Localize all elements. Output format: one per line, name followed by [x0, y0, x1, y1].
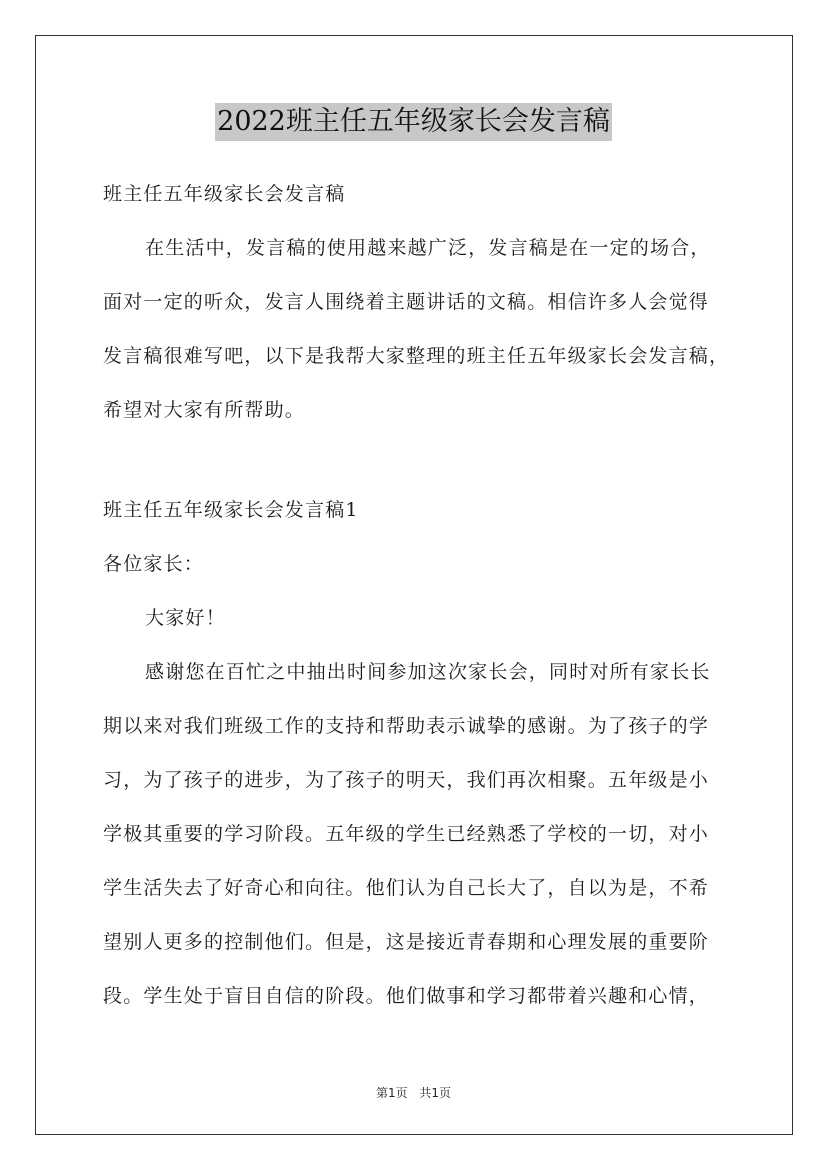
body-line: 习，为了孩子的进步，为了孩子的明天，我们再次相聚。五年级是小 — [103, 769, 710, 791]
page-footer — [0, 1084, 827, 1101]
intro-line: 希望对大家有所帮助。 — [103, 399, 306, 421]
document-subtitle: 班主任五年级家长会发言稿 — [103, 183, 346, 205]
document-title: 2022班主任五年级家长会发言稿 — [215, 103, 612, 141]
page-number: 第1页 — [375, 1086, 408, 1100]
body-line: 学极其重要的学习阶段。五年级的学生已经熟悉了学校的一切，对小 — [103, 823, 710, 845]
body-line: 望别人更多的控制他们。但是，这是接近青春期和心理发展的重要阶 — [103, 931, 710, 953]
intro-line: 面对一定的听众，发言人围绕着主题讲话的文稿。相信许多人会觉得 — [103, 291, 710, 313]
greeting: 大家好！ — [145, 607, 226, 629]
body-line: 段。学生处于盲目自信的阶段。他们做事和学习都带着兴趣和心情， — [103, 985, 710, 1007]
body-line: 学生活失去了好奇心和向往。他们认为自己长大了，自以为是，不希 — [103, 877, 710, 899]
intro-line: 在生活中，发言稿的使用越来越广泛，发言稿是在一定的场合， — [145, 237, 711, 259]
paragraph-gap — [103, 444, 735, 490]
salutation: 各位家长： — [103, 553, 205, 575]
document-body — [103, 174, 735, 1030]
page-total: 共1页 — [419, 1086, 452, 1100]
body-line: 感谢您在百忙之中抽出时间参加这次家长会，同时对所有家长长 — [145, 661, 711, 683]
intro-line: 发言稿很难写吧，以下是我帮大家整理的班主任五年级家长会发言稿， — [103, 345, 730, 367]
section-heading: 班主任五年级家长会发言稿1 — [103, 499, 359, 521]
body-line: 期以来对我们班级工作的支持和帮助表示诚挚的感谢。为了孩子的学 — [103, 715, 710, 737]
title-container — [0, 103, 827, 141]
